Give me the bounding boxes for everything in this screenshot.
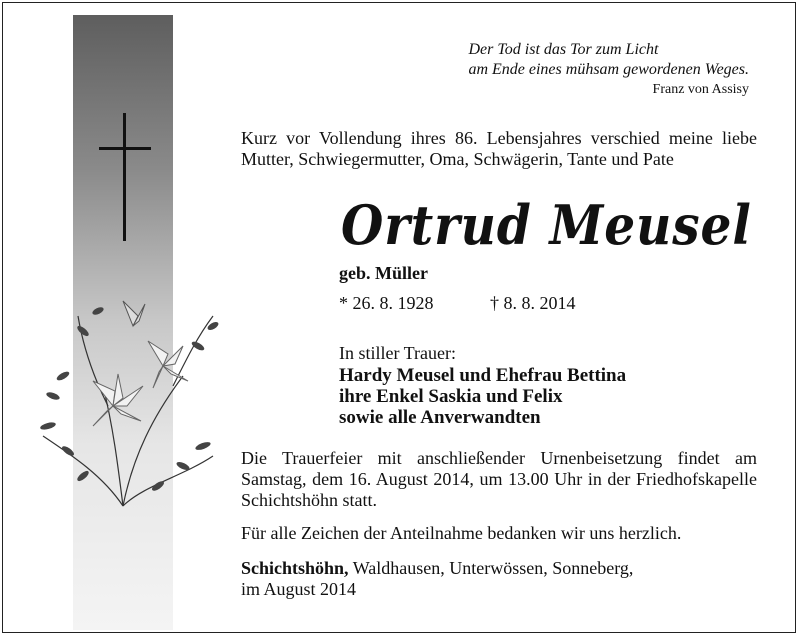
maiden-name: geb. Müller bbox=[339, 263, 428, 283]
quote-line-2: am Ende eines mühsam gewordenen Weges. bbox=[468, 61, 749, 78]
place-town: Schichtshöhn, bbox=[241, 558, 349, 578]
cross-icon bbox=[99, 113, 151, 245]
mourners-list bbox=[339, 365, 626, 428]
obituary-notice bbox=[2, 2, 796, 633]
funeral-text: Die Trauerfeier mit anschließender Urnenbeisetzung findet am Samstag, dem 16. August 2014, um 13.00 Uhr in der Friedhofskapelle Schichtshöhn statt. bbox=[241, 448, 757, 510]
place-date: im August 2014 bbox=[241, 579, 357, 599]
deceased-name: Ortrud Meusel bbox=[341, 193, 752, 257]
quote-author: Franz von Assisy bbox=[652, 82, 749, 97]
mourner-line: sowie alle Anverwandten bbox=[339, 407, 541, 428]
lily-bouquet-icon bbox=[23, 286, 233, 516]
intro-text: Kurz vor Vollendung ihres 86. Lebensjahres verschied meine liebe Mutter, Schwiegermutter, Oma, Schwägerin, Tante und Pate bbox=[241, 128, 757, 169]
place-others: Waldhausen, Unterwössen, Sonneberg, bbox=[348, 558, 634, 578]
thanks-text: Für alle Zeichen der Anteilnahme bedanken wir uns herzlich. bbox=[241, 523, 682, 543]
place-and-date bbox=[241, 558, 633, 600]
death-date: † 8. 8. 2014 bbox=[490, 293, 576, 313]
mourner-line: ihre Enkel Saskia und Felix bbox=[339, 386, 563, 407]
quote bbox=[468, 40, 749, 80]
mourner-line: Hardy Meusel und Ehefrau Bettina bbox=[339, 365, 627, 386]
quote-line-1: Der Tod ist das Tor zum Licht bbox=[468, 41, 659, 58]
mourning-label: In stiller Trauer: bbox=[339, 343, 456, 363]
birth-date: * 26. 8. 1928 bbox=[339, 293, 434, 313]
